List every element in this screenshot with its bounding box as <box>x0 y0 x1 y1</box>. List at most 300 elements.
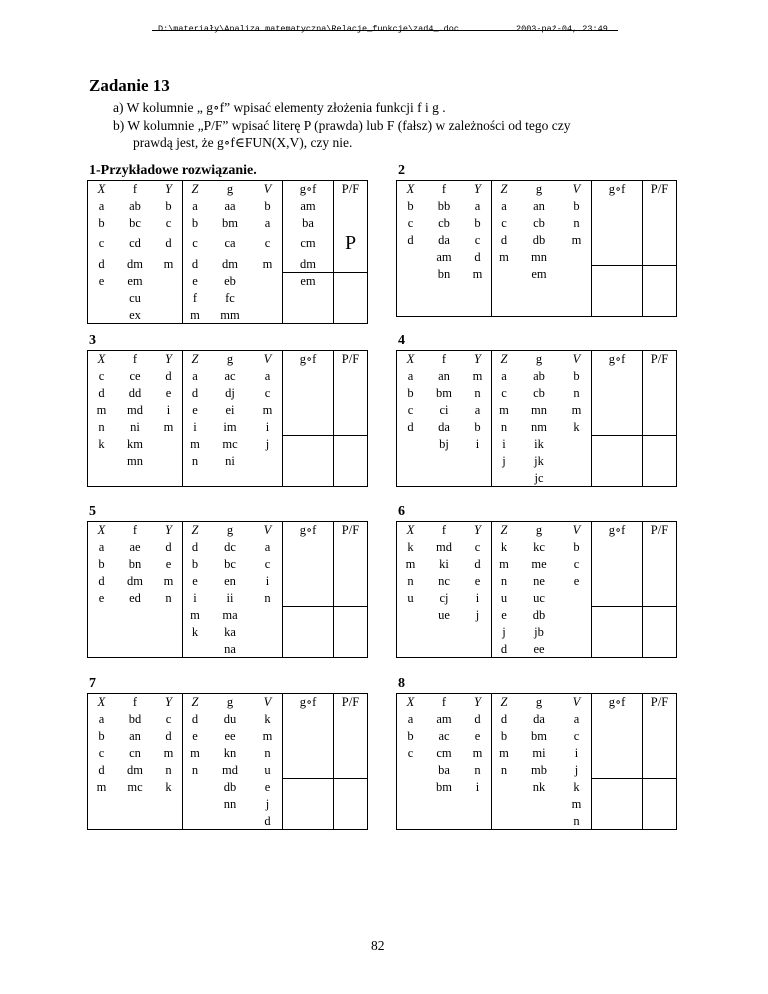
cell-pf[interactable] <box>643 470 677 487</box>
cell-z: u <box>500 590 508 605</box>
cell-gf[interactable] <box>592 624 643 641</box>
cell-gf[interactable] <box>283 728 334 745</box>
cell-f: cd <box>129 236 141 250</box>
cell-pf[interactable] <box>643 796 677 813</box>
cell-x: b <box>397 198 425 215</box>
cell-z: e <box>192 402 198 417</box>
cell-z: a <box>192 198 198 213</box>
cell-f: ce <box>129 368 141 383</box>
exercise-table <box>396 521 677 658</box>
cell-z: n <box>500 762 508 777</box>
cell-f: cu <box>129 290 141 305</box>
cell-v <box>253 290 283 307</box>
cell-gf[interactable] <box>592 385 643 402</box>
cell-x <box>88 470 116 487</box>
exercise-label: 3 <box>89 333 96 348</box>
cell-z: a <box>501 198 507 213</box>
cell-gf[interactable] <box>592 283 643 300</box>
cell-pf[interactable] <box>334 273 368 290</box>
cell-gf[interactable] <box>592 368 643 385</box>
cell-g: db <box>532 232 546 247</box>
cell-gf[interactable] <box>283 470 334 487</box>
cell-pf[interactable] <box>643 215 677 232</box>
cell-v: a <box>562 711 592 728</box>
cell-v: c <box>253 556 283 573</box>
cell-v <box>253 641 283 658</box>
cell-gf[interactable] <box>592 813 643 830</box>
cell-gf[interactable] <box>283 762 334 779</box>
cell-g <box>517 813 562 830</box>
cell-x <box>88 453 116 470</box>
cell-gf[interactable] <box>592 266 643 283</box>
cell-gf[interactable] <box>283 711 334 728</box>
cell-y: m <box>464 368 492 385</box>
cell-g: nn <box>223 796 237 811</box>
cell-v: n <box>562 215 592 232</box>
cell-gf[interactable] <box>592 300 643 317</box>
cell-v: n <box>253 590 283 607</box>
cell-f <box>116 641 155 658</box>
cell-pf[interactable] <box>334 453 368 470</box>
cell-pf[interactable] <box>643 624 677 641</box>
cell-g: mm <box>208 307 253 324</box>
cell-x <box>397 300 425 317</box>
cell-x <box>88 307 116 324</box>
cell-f: ue <box>438 607 450 622</box>
cell-x: b <box>88 556 116 573</box>
cell-z <box>492 300 517 317</box>
cell-f: ni <box>130 419 140 434</box>
cell-g: eb <box>224 273 236 288</box>
cell-gf[interactable] <box>592 745 643 762</box>
cell-pf[interactable] <box>334 436 368 453</box>
cell-y: n <box>464 762 492 779</box>
cell-y <box>464 300 492 317</box>
cell-x <box>88 607 116 624</box>
cell-pf[interactable] <box>334 215 368 232</box>
cell-g: ik <box>534 436 544 451</box>
cell-pf[interactable] <box>643 573 677 590</box>
cell-v: u <box>253 762 283 779</box>
cell-pf[interactable] <box>643 745 677 762</box>
cell-v <box>253 607 283 624</box>
cell-pf[interactable] <box>643 385 677 402</box>
cell-x <box>88 796 116 813</box>
cell-f <box>425 796 464 813</box>
cell-x: d <box>88 385 116 402</box>
cell-gf[interactable] <box>592 232 643 249</box>
cell-pf[interactable] <box>643 711 677 728</box>
cell-x: a <box>88 711 116 728</box>
cell-v <box>562 300 592 317</box>
cell-v: n <box>562 385 592 402</box>
cell-gf[interactable] <box>283 307 334 324</box>
cell-pf[interactable] <box>334 590 368 607</box>
cell-pf[interactable] <box>334 256 368 273</box>
cell-gf[interactable] <box>592 573 643 590</box>
exercise-label: 1-Przykładowe rozwiązanie. <box>89 163 257 178</box>
column-header: V <box>253 694 283 711</box>
cell-z <box>492 779 517 796</box>
cell-g: bm <box>222 215 238 230</box>
cell-gf[interactable]: dm <box>283 256 334 273</box>
cell-x: a <box>397 711 425 728</box>
cell-pf[interactable] <box>334 796 368 813</box>
cell-g: du <box>223 711 237 726</box>
cell-g: mn <box>531 249 547 264</box>
cell-gf[interactable] <box>592 419 643 436</box>
cell-v: b <box>253 198 283 215</box>
cell-pf[interactable] <box>643 556 677 573</box>
cell-z: c <box>501 385 507 400</box>
cell-pf[interactable] <box>334 539 368 556</box>
cell-y: e <box>155 556 183 573</box>
cell-v: i <box>562 745 592 762</box>
cell-x: b <box>88 215 116 232</box>
cell-x: m <box>88 779 116 796</box>
cell-pf[interactable] <box>334 470 368 487</box>
cell-x: m <box>397 556 425 573</box>
cell-gf[interactable] <box>283 813 334 830</box>
cell-gf[interactable] <box>592 470 643 487</box>
cell-v: c <box>562 728 592 745</box>
column-header: V <box>253 522 283 539</box>
cell-v <box>562 283 592 300</box>
cell-v: a <box>253 215 283 232</box>
cell-pf[interactable] <box>643 762 677 779</box>
cell-gf[interactable]: am <box>283 198 334 215</box>
cell-y: i <box>464 779 492 796</box>
cell-gf[interactable]: ba <box>283 215 334 232</box>
cell-x <box>397 796 425 813</box>
cell-g <box>208 813 253 830</box>
cell-pf[interactable] <box>334 711 368 728</box>
cell-pf[interactable] <box>334 762 368 779</box>
cell-gf[interactable] <box>283 290 334 307</box>
cell-pf[interactable] <box>643 368 677 385</box>
cell-y: m <box>464 745 492 762</box>
cell-g: dm <box>222 256 238 271</box>
cell-y <box>155 436 183 453</box>
cell-g: kn <box>223 745 237 760</box>
cell-gf[interactable] <box>592 641 643 658</box>
cell-gf[interactable] <box>283 556 334 573</box>
cell-pf[interactable] <box>334 419 368 436</box>
cell-g: kc <box>533 539 545 554</box>
cell-g: mn <box>531 402 547 417</box>
cell-pf[interactable] <box>643 453 677 470</box>
cell-y: i <box>464 436 492 453</box>
cell-z: m <box>190 745 200 760</box>
instruction-b: b) W kolumnie „P/F” wpisać literę P (prawda) lub F (fałsz) w zależności od tego czy <box>113 118 571 133</box>
cell-gf[interactable] <box>592 215 643 232</box>
cell-x: u <box>397 590 425 607</box>
column-header: Y <box>155 522 183 539</box>
cell-f: bm <box>436 779 452 794</box>
cell-gf[interactable] <box>283 779 334 796</box>
column-header: g∘f <box>283 181 334 198</box>
cell-gf[interactable] <box>283 402 334 419</box>
cell-gf[interactable]: cm <box>283 232 334 256</box>
cell-gf[interactable] <box>592 728 643 745</box>
cell-pf[interactable] <box>643 402 677 419</box>
cell-f: ac <box>438 728 450 743</box>
column-header: g∘f <box>283 351 334 368</box>
cell-pf[interactable] <box>643 249 677 266</box>
cell-y: k <box>155 779 183 796</box>
cell-y: a <box>464 198 492 215</box>
cell-z: a <box>501 368 507 383</box>
column-header: V <box>253 351 283 368</box>
column-header: f <box>425 694 464 711</box>
cell-z <box>183 796 208 813</box>
cell-gf[interactable] <box>592 762 643 779</box>
cell-f: bn <box>128 556 142 571</box>
cell-gf[interactable] <box>592 779 643 796</box>
cell-pf[interactable] <box>334 198 368 215</box>
cell-v: m <box>253 728 283 745</box>
cell-f: an <box>129 728 141 743</box>
cell-z: f <box>192 290 198 305</box>
cell-y: e <box>464 573 492 590</box>
cell-f: nc <box>438 573 450 588</box>
cell-pf[interactable] <box>643 539 677 556</box>
cell-y: d <box>464 711 492 728</box>
cell-v: d <box>253 813 283 830</box>
cell-z: m <box>499 556 509 571</box>
cell-g: cb <box>533 385 545 400</box>
column-header: g <box>208 522 253 539</box>
cell-pf[interactable] <box>334 385 368 402</box>
cell-pf[interactable] <box>643 436 677 453</box>
cell-x: d <box>88 762 116 779</box>
cell-x: c <box>397 745 425 762</box>
cell-g: md <box>222 762 238 777</box>
cell-y: b <box>464 215 492 232</box>
cell-gf[interactable] <box>283 368 334 385</box>
cell-x: k <box>397 539 425 556</box>
cell-pf[interactable] <box>643 590 677 607</box>
cell-gf[interactable] <box>283 539 334 556</box>
cell-pf[interactable] <box>334 728 368 745</box>
cell-pf[interactable] <box>334 779 368 796</box>
cell-y <box>155 290 183 307</box>
cell-gf[interactable] <box>283 607 334 624</box>
cell-gf[interactable] <box>592 590 643 607</box>
cell-x <box>397 641 425 658</box>
cell-f: cn <box>129 745 141 760</box>
cell-x: b <box>88 728 116 745</box>
cell-pf[interactable] <box>643 728 677 745</box>
cell-v: a <box>253 539 283 556</box>
cell-pf[interactable] <box>334 624 368 641</box>
cell-z: m <box>499 249 509 264</box>
column-header: X <box>88 351 116 368</box>
cell-g: dc <box>224 539 236 554</box>
cell-g: bm <box>531 728 547 743</box>
cell-gf[interactable] <box>592 249 643 266</box>
cell-z: d <box>191 385 199 400</box>
cell-z: b <box>191 556 199 571</box>
cell-v <box>562 590 592 607</box>
cell-y <box>464 624 492 641</box>
cell-pf[interactable] <box>643 283 677 300</box>
column-header: P/F <box>643 522 677 539</box>
cell-z: k <box>191 624 199 639</box>
cell-pf[interactable] <box>334 556 368 573</box>
cell-v: e <box>253 779 283 796</box>
cell-gf[interactable] <box>592 556 643 573</box>
cell-v <box>253 453 283 470</box>
cell-y <box>464 453 492 470</box>
cell-gf[interactable] <box>283 453 334 470</box>
cell-gf[interactable] <box>592 198 643 215</box>
column-header: g <box>208 181 253 198</box>
cell-pf[interactable] <box>334 290 368 307</box>
cell-pf[interactable] <box>643 607 677 624</box>
cell-gf[interactable] <box>592 711 643 728</box>
cell-gf[interactable] <box>592 436 643 453</box>
cell-gf[interactable] <box>283 590 334 607</box>
cell-gf[interactable] <box>592 796 643 813</box>
cell-gf[interactable] <box>283 641 334 658</box>
cell-x: a <box>88 198 116 215</box>
cell-v: a <box>253 368 283 385</box>
cell-gf[interactable] <box>592 539 643 556</box>
cell-f: km <box>127 436 143 451</box>
cell-g: da <box>533 711 545 726</box>
cell-v: m <box>253 402 283 419</box>
cell-gf[interactable] <box>592 402 643 419</box>
cell-gf[interactable] <box>592 453 643 470</box>
cell-f: da <box>438 419 450 434</box>
cell-pf[interactable] <box>334 368 368 385</box>
cell-x <box>397 813 425 830</box>
cell-gf[interactable] <box>592 607 643 624</box>
cell-gf[interactable] <box>283 419 334 436</box>
cell-z: m <box>190 436 200 451</box>
cell-v: m <box>562 402 592 419</box>
cell-y <box>464 813 492 830</box>
cell-x: c <box>88 232 116 256</box>
cell-z: n <box>500 419 508 434</box>
page-number: 82 <box>371 938 385 953</box>
cell-x <box>397 624 425 641</box>
cell-x <box>88 813 116 830</box>
column-header: f <box>116 181 155 198</box>
cell-gf[interactable] <box>283 385 334 402</box>
column-header: Z <box>183 181 208 198</box>
column-header: X <box>397 694 425 711</box>
cell-f <box>425 283 464 300</box>
cell-pf[interactable] <box>334 402 368 419</box>
instruction-a: a) W kolumnie „ g∘f” wpisać elementy złożenia funkcji f i g . <box>113 100 446 115</box>
cell-g: mc <box>222 436 238 451</box>
cell-g: jc <box>517 470 562 487</box>
exercise-table <box>396 693 677 830</box>
cell-v: m <box>562 796 592 813</box>
cell-f: bc <box>129 215 141 230</box>
cell-x <box>397 436 425 453</box>
cell-g: cb <box>533 215 545 230</box>
cell-gf[interactable] <box>283 624 334 641</box>
cell-v <box>562 249 592 266</box>
cell-gf[interactable] <box>283 573 334 590</box>
column-header: V <box>562 181 592 198</box>
cell-pf[interactable] <box>334 607 368 624</box>
cell-v: k <box>562 419 592 436</box>
column-header: P/F <box>643 181 677 198</box>
cell-pf[interactable] <box>334 573 368 590</box>
cell-f: ki <box>439 556 449 571</box>
cell-x <box>88 290 116 307</box>
exercise-table <box>396 350 677 487</box>
cell-gf[interactable] <box>283 796 334 813</box>
column-header: f <box>425 181 464 198</box>
cell-pf[interactable] <box>643 419 677 436</box>
cell-pf[interactable] <box>643 300 677 317</box>
column-header: f <box>116 694 155 711</box>
cell-x <box>397 607 425 624</box>
column-header: Z <box>492 181 517 198</box>
cell-pf[interactable] <box>334 641 368 658</box>
cell-y: a <box>464 402 492 419</box>
cell-f <box>116 624 155 641</box>
cell-pf[interactable] <box>643 813 677 830</box>
cell-x: c <box>397 215 425 232</box>
cell-pf[interactable] <box>334 307 368 324</box>
cell-z: j <box>502 453 506 468</box>
cell-gf[interactable] <box>283 436 334 453</box>
cell-f: mn <box>127 453 143 468</box>
cell-pf[interactable] <box>643 232 677 249</box>
column-header: g∘f <box>592 694 643 711</box>
cell-g: ab <box>533 368 545 383</box>
cell-pf[interactable] <box>643 641 677 658</box>
cell-x <box>397 266 425 283</box>
cell-gf[interactable]: em <box>283 273 334 290</box>
cell-f: dm <box>127 762 143 777</box>
cell-f: am <box>436 711 452 726</box>
cell-z: b <box>500 728 508 743</box>
column-header: X <box>397 351 425 368</box>
cell-g: ma <box>222 607 238 622</box>
cell-v <box>562 436 592 453</box>
cell-pf[interactable]: P <box>334 232 368 256</box>
cell-y <box>464 641 492 658</box>
column-header: Z <box>492 351 517 368</box>
cell-g: an <box>533 198 545 213</box>
cell-z: m <box>499 745 509 760</box>
cell-x: e <box>88 590 116 607</box>
cell-g <box>517 300 562 317</box>
cell-gf[interactable] <box>283 745 334 762</box>
cell-pf[interactable] <box>643 779 677 796</box>
cell-pf[interactable] <box>643 266 677 283</box>
cell-pf[interactable] <box>334 745 368 762</box>
cell-y: d <box>155 368 183 385</box>
cell-z: n <box>500 573 508 588</box>
cell-pf[interactable] <box>643 198 677 215</box>
cell-f: dm <box>127 573 143 588</box>
column-header: g <box>517 181 562 198</box>
column-header: Z <box>492 522 517 539</box>
cell-f <box>425 641 464 658</box>
column-header: Y <box>464 522 492 539</box>
cell-v: n <box>253 745 283 762</box>
cell-pf[interactable] <box>334 813 368 830</box>
instruction-b-cont: prawdą jest, że g∘f∈FUN(X,V), czy nie. <box>133 135 353 150</box>
